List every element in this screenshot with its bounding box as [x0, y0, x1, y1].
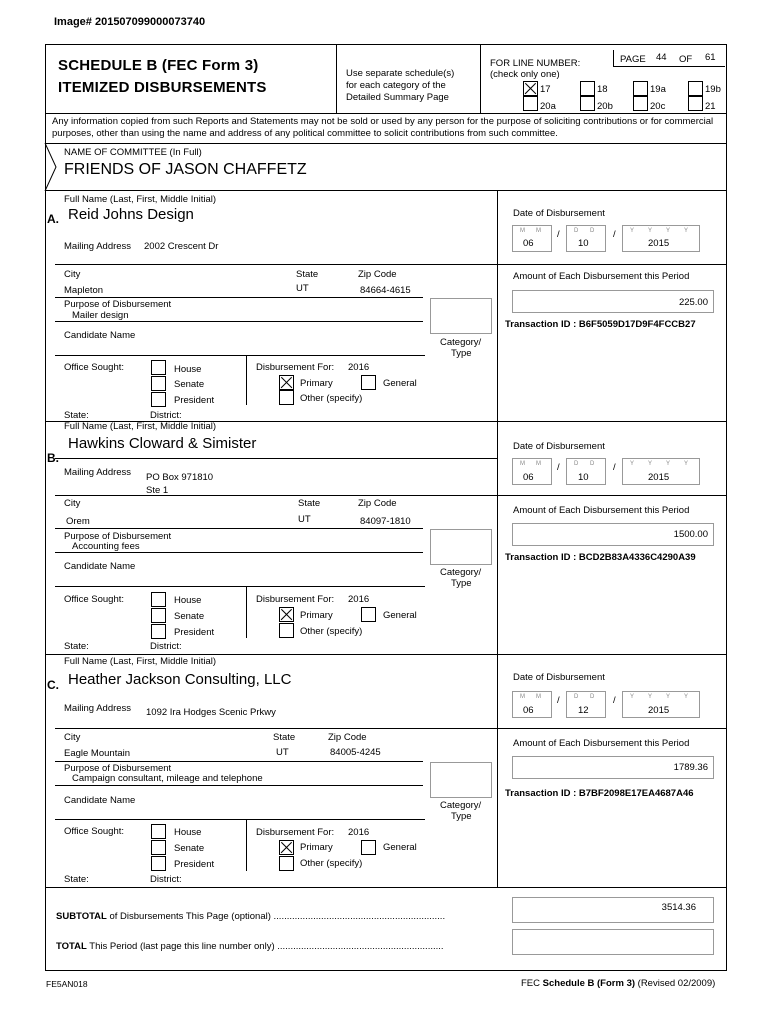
schedule-subtitle: ITEMIZED DISBURSEMENTS [58, 79, 267, 96]
senate-label: Senate [174, 611, 205, 622]
line-19b-label: 19b [705, 84, 721, 95]
president-checkbox[interactable] [151, 624, 166, 639]
line-19a-checkbox[interactable] [633, 81, 648, 96]
type-label: Type [451, 578, 472, 589]
notice-text: Any information copied from such Reports and Statements may not be sold or used by any person for the purpose of soliciting contributions or for commercial purposes, other than using the name and address of any political committee to solicit contributions from such committee. [52, 116, 714, 139]
line-number-label: FOR LINE NUMBER: [490, 58, 581, 69]
total-label: TOTAL This Period (last page this line number only) ............................................................... [56, 941, 444, 952]
candidate-name-label: Candidate Name [64, 795, 136, 806]
state-footer-label: State: [64, 410, 89, 421]
district-label: District: [150, 641, 182, 652]
line-19a-label: 19a [650, 84, 666, 95]
date-day: 10 [578, 238, 589, 249]
payee-name: Hawkins Cloward & Simister [68, 435, 257, 452]
president-checkbox[interactable] [151, 856, 166, 871]
disbursement-for-label: Disbursement For: [256, 827, 335, 838]
amount-label: Amount of Each Disbursement this Period [513, 738, 690, 749]
purpose-value: Mailer design [72, 310, 129, 321]
city-label: City [64, 269, 81, 280]
date-label: Date of Disbursement [513, 441, 605, 452]
check-only-one: (check only one) [490, 69, 560, 80]
schedule-title: SCHEDULE B (FEC Form 3) [58, 57, 259, 74]
line-17-label: 17 [540, 84, 551, 95]
subtotal-value: 3514.36 [661, 902, 696, 913]
primary-checkbox[interactable] [279, 375, 294, 390]
category-label: Category/ [440, 567, 482, 578]
office-sought-label: Office Sought: [64, 826, 125, 837]
date-label: Date of Disbursement [513, 672, 605, 683]
page-total: 61 [705, 52, 716, 63]
subtotal-label: SUBTOTAL of Disbursements This Page (optional) ................................................................. [56, 911, 446, 922]
general-label: General [383, 842, 417, 853]
disbursement-entry-b: Full Name (Last, First, Middle Initial) B. Hawkins Cloward & Simister Date of Disbursement M M 06 / D D 10 / Y Y Y Y 2015 Mailing Address PO Box 971810 Ste 1 City State Zip Code Orem UT 84097-1810 Amount of Each Disbursement this Period 1500.00 Purpose of Disbursement Accounting fees Transaction ID : BCD2B83A4336C4290A39 Candidate Name Category/ Type Office Sought: House Senate President Disbursement For: 2016 Primary General Other (specify) State: District: [0, 421, 770, 655]
purpose-value: Accounting fees [72, 541, 140, 552]
state-value: UT [276, 747, 289, 758]
mailing-address-label: Mailing Address [64, 703, 132, 714]
type-label: Type [451, 348, 472, 359]
category-label: Category/ [440, 337, 482, 348]
primary-label: Primary [300, 610, 333, 621]
other-label: Other (specify) [300, 626, 363, 637]
line-18-checkbox[interactable] [580, 81, 595, 96]
president-checkbox[interactable] [151, 392, 166, 407]
general-label: General [383, 610, 417, 621]
page-label: PAGE [620, 54, 646, 65]
state-footer-label: State: [64, 641, 89, 652]
purpose-label: Purpose of Disbursement [64, 763, 172, 774]
mailing-address-1: 2002 Crescent Dr [144, 241, 219, 252]
disbursement-for-label: Disbursement For: [256, 594, 335, 605]
election-year: 2016 [348, 362, 370, 373]
mailing-address-1: PO Box 971810 [146, 472, 214, 483]
committee-bracket [44, 143, 58, 193]
city-label: City [64, 498, 81, 509]
house-label: House [174, 595, 202, 606]
category-code-box [430, 298, 492, 334]
instruction-3: Detailed Summary Page [346, 92, 449, 103]
amount-value: 1500.00 [673, 529, 708, 540]
committee-label: NAME OF COMMITTEE (In Full) [64, 147, 202, 158]
general-checkbox[interactable] [361, 375, 376, 390]
general-checkbox[interactable] [361, 840, 376, 855]
line-20b-label: 20b [597, 101, 613, 112]
other-label: Other (specify) [300, 858, 363, 869]
purpose-value: Campaign consultant, mileage and telephone [72, 773, 263, 784]
zip-label: Zip Code [358, 498, 397, 509]
other-checkbox[interactable] [279, 390, 294, 405]
other-checkbox[interactable] [279, 623, 294, 638]
date-month: 06 [523, 238, 534, 249]
line-21-checkbox[interactable] [688, 96, 703, 111]
office-sought-label: Office Sought: [64, 594, 125, 605]
general-label: General [383, 378, 417, 389]
transaction-id: Transaction ID : BCD2B83A4336C4290A39 [505, 552, 696, 563]
zip-value: 84005-4245 [330, 747, 381, 758]
payee-name: Reid Johns Design [68, 206, 194, 223]
house-label: House [174, 827, 202, 838]
of-label: OF [679, 54, 693, 65]
president-label: President [174, 627, 215, 638]
general-checkbox[interactable] [361, 607, 376, 622]
image-id: Image# 201507099000073740 [54, 16, 206, 28]
payee-name: Heather Jackson Consulting, LLC [68, 671, 292, 688]
city-value: Mapleton [64, 285, 104, 296]
primary-label: Primary [300, 842, 333, 853]
state-footer-label: State: [64, 874, 89, 885]
senate-label: Senate [174, 843, 205, 854]
date-month: 06 [523, 472, 534, 483]
amount-value: 1789.36 [673, 762, 708, 773]
candidate-name-label: Candidate Name [64, 330, 136, 341]
line-21-label: 21 [705, 101, 716, 112]
mailing-address-1: 1092 Ira Hodges Scenic Prkwy [146, 707, 276, 718]
zip-value: 84097-1810 [360, 516, 411, 527]
primary-checkbox[interactable] [279, 607, 294, 622]
line-20a-checkbox[interactable] [523, 96, 538, 111]
form-code: FE5AN018 [46, 979, 88, 989]
senate-checkbox[interactable] [151, 840, 166, 855]
total-box [512, 929, 714, 955]
date-day: 10 [578, 472, 589, 483]
line-20c-checkbox[interactable] [633, 96, 648, 111]
zip-value: 84664-4615 [360, 285, 411, 296]
house-checkbox[interactable] [151, 824, 166, 839]
state-value: UT [298, 514, 311, 525]
amount-label: Amount of Each Disbursement this Period [513, 271, 690, 282]
election-year: 2016 [348, 827, 370, 838]
line-18-label: 18 [597, 84, 608, 95]
mailing-address-2: Ste 1 [146, 485, 169, 496]
primary-label: Primary [300, 378, 333, 389]
state-value: UT [296, 283, 309, 294]
president-label: President [174, 395, 215, 406]
category-label: Category/ [440, 800, 482, 811]
candidate-name-label: Candidate Name [64, 561, 136, 572]
line-20b-checkbox[interactable] [580, 96, 595, 111]
president-label: President [174, 859, 215, 870]
state-label: State [296, 269, 319, 280]
category-code-box [430, 529, 492, 565]
mailing-address-label: Mailing Address [64, 467, 132, 478]
state-label: State [298, 498, 321, 509]
full-name-label: Full Name (Last, First, Middle Initial) [64, 194, 217, 205]
other-checkbox[interactable] [279, 856, 294, 871]
entry-letter: B. [47, 451, 59, 465]
category-code-box [430, 762, 492, 798]
election-year: 2016 [348, 594, 370, 605]
other-label: Other (specify) [300, 393, 363, 404]
house-checkbox[interactable] [151, 592, 166, 607]
date-year: 2015 [648, 238, 670, 249]
mailing-address-label: Mailing Address [64, 241, 132, 252]
line-20a-label: 20a [540, 101, 556, 112]
senate-checkbox[interactable] [151, 608, 166, 623]
district-label: District: [150, 410, 182, 421]
zip-label: Zip Code [328, 732, 367, 743]
house-checkbox[interactable] [151, 360, 166, 375]
date-year: 2015 [648, 705, 670, 716]
entry-letter: A. [47, 212, 59, 226]
entry-letter: C. [47, 678, 59, 692]
line-19b-checkbox[interactable] [688, 81, 703, 96]
primary-checkbox[interactable] [279, 840, 294, 855]
date-month: 06 [523, 705, 534, 716]
instruction-1: Use separate schedule(s) [346, 68, 455, 79]
form-revision: FEC Schedule B (Form 3) (Revised 02/2009) [521, 978, 716, 989]
type-label: Type [451, 811, 472, 822]
committee-name: FRIENDS OF JASON CHAFFETZ [64, 161, 307, 178]
purpose-label: Purpose of Disbursement [64, 299, 172, 310]
purpose-label: Purpose of Disbursement [64, 531, 172, 542]
disbursement-entry-c: Full Name (Last, First, Middle Initial) C. Heather Jackson Consulting, LLC Date of Disbursement M M 06 / D D 12 / Y Y Y Y 2015 Mailing Address 1092 Ira Hodges Scenic Prkwy City State Zip Code Eagle Mountain UT 84005-4245 Amount of Each Disbursement this Period 1789.36 Purpose of Disbursement Campaign consultant, mileage and telephone Transaction ID : B7BF2098E17EA4687A46 Candidate Name Category/ Type Office Sought: House Senate President Disbursement For: 2016 Primary General Other (specify) State: District: [0, 654, 770, 888]
office-sought-label: Office Sought: [64, 362, 125, 373]
senate-label: Senate [174, 379, 205, 390]
city-value: Eagle Mountain [64, 748, 131, 759]
full-name-label: Full Name (Last, First, Middle Initial) [64, 421, 217, 432]
date-label: Date of Disbursement [513, 208, 605, 219]
amount-value: 225.00 [678, 297, 708, 308]
city-label: City [64, 732, 81, 743]
disbursement-entry-a: Full Name (Last, First, Middle Initial) A. Reid Johns Design Date of Disbursement M M 06 / D D 10 / Y Y Y Y 2015 Mailing Address 2002 Crescent Dr City State Zip Code Mapleton UT 84664-4615 Amount of Each Disbursement this Period 225.00 Purpose of Disbursement Mailer design Transaction ID : B6F5059D17D9F4FCCB27 Candidate Name Category/ Type Office Sought: House Senate President Disbursement For: 2016 Primary General Other (specify) State: District: [0, 190, 770, 422]
page-number: 44 [656, 52, 667, 63]
zip-label: Zip Code [358, 269, 397, 280]
disbursement-for-label: Disbursement For: [256, 362, 335, 373]
city-value: Orem [66, 516, 90, 527]
district-label: District: [150, 874, 182, 885]
line-20c-label: 20c [650, 101, 666, 112]
transaction-id: Transaction ID : B6F5059D17D9F4FCCB27 [505, 319, 696, 330]
date-year: 2015 [648, 472, 670, 483]
state-label: State [273, 732, 296, 743]
date-day: 12 [578, 705, 589, 716]
instruction-2: for each category of the [346, 80, 446, 91]
full-name-label: Full Name (Last, First, Middle Initial) [64, 656, 217, 667]
line-17-checkbox[interactable] [523, 81, 538, 96]
house-label: House [174, 364, 202, 375]
senate-checkbox[interactable] [151, 376, 166, 391]
transaction-id: Transaction ID : B7BF2098E17EA4687A46 [505, 788, 694, 799]
amount-label: Amount of Each Disbursement this Period [513, 505, 690, 516]
